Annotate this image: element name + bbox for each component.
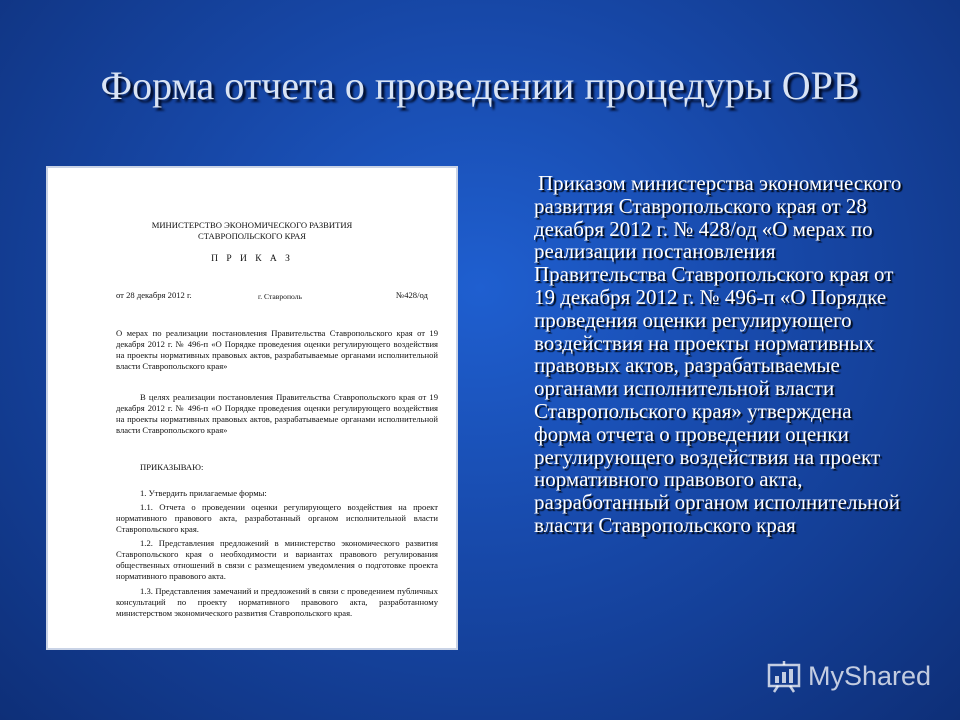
- order-city: г. Ставрополь: [258, 292, 302, 301]
- watermark-text: MyShared: [808, 660, 932, 691]
- order-heading: П Р И К А З: [211, 254, 293, 264]
- ministry-line-2: СТАВРОПОЛЬСКОГО КРАЯ: [197, 231, 307, 241]
- order-item-1-3: 1.3. Представления замечаний и предложений в связи с проведением публичных консультаций по проекту нормативного правового акта, разработанному министерством экономического развития Ставропольского края.: [116, 586, 438, 618]
- watermark: [766, 656, 931, 696]
- order-subject: О мерах по реализации постановления Правительства Ставропольского края от 19 декабря 2012 г. № 496-п «О Порядке проведения оценки регулирующего воздействия на проекты нормативных правовых актов, разрабатываемые органами исполнительной власти Ставропольского края»: [116, 328, 438, 371]
- order-item-1: 1. Утвердить прилагаемые формы:: [140, 488, 267, 498]
- order-date: от 28 декабря 2012 г.: [116, 290, 192, 300]
- order-item-1-1: 1.1. Отчета о проведении оценки регулирующего воздействия на проект нормативного правового акта, разработанный органом исполнительной власти Ставропольского края.: [116, 502, 438, 534]
- order-word: ПРИКАЗЫВАЮ:: [140, 462, 204, 472]
- order-number: №428/од: [396, 290, 428, 300]
- description-text: [534, 172, 906, 537]
- document-image: [48, 168, 456, 648]
- slide-title: Форма отчета о проведении процедуры ОРВ: [100, 63, 860, 108]
- presentation-board-icon: [766, 658, 802, 694]
- description-body: Приказом министерства экономического развития Ставропольского края от 28 декабря 2012 г. № 428/од «О мерах по реализации постановления Правительства Ставропольского края от 19 декабря 2012 г. № 496-п «О Порядке проведения оценки регулирующего воздействия на проекты нормативных правовых актов, разрабатываемые органами исполнительной власти Ставропольского края» утверждена форма отчета о проведении оценки регулирующего воздействия на проект нормативного правового акта, разработанный органом исполнительной власти Ставропольского края: [534, 171, 902, 537]
- order-preamble: В целях реализации постановления Правительства Ставропольского края от 19 декабря 2012 г. № 496-п «О Порядке проведения оценки регулирующего воздействия на проекты нормативных правовых актов, разрабатываемые органами исполнительной власти Ставропольского края»: [116, 392, 438, 435]
- document-ministry: [48, 220, 456, 242]
- ministry-line-1: МИНИСТЕРСТВО ЭКОНОМИЧЕСКОГО РАЗВИТИЯ: [151, 220, 353, 230]
- order-item-1-2: 1.2. Представления предложений в министерство экономического развития Ставропольского края о необходимости и вариантах правового регулирования общественных отношений в связи с размещением уведомления о подготовке проекта нормативного правового акта.: [116, 538, 438, 581]
